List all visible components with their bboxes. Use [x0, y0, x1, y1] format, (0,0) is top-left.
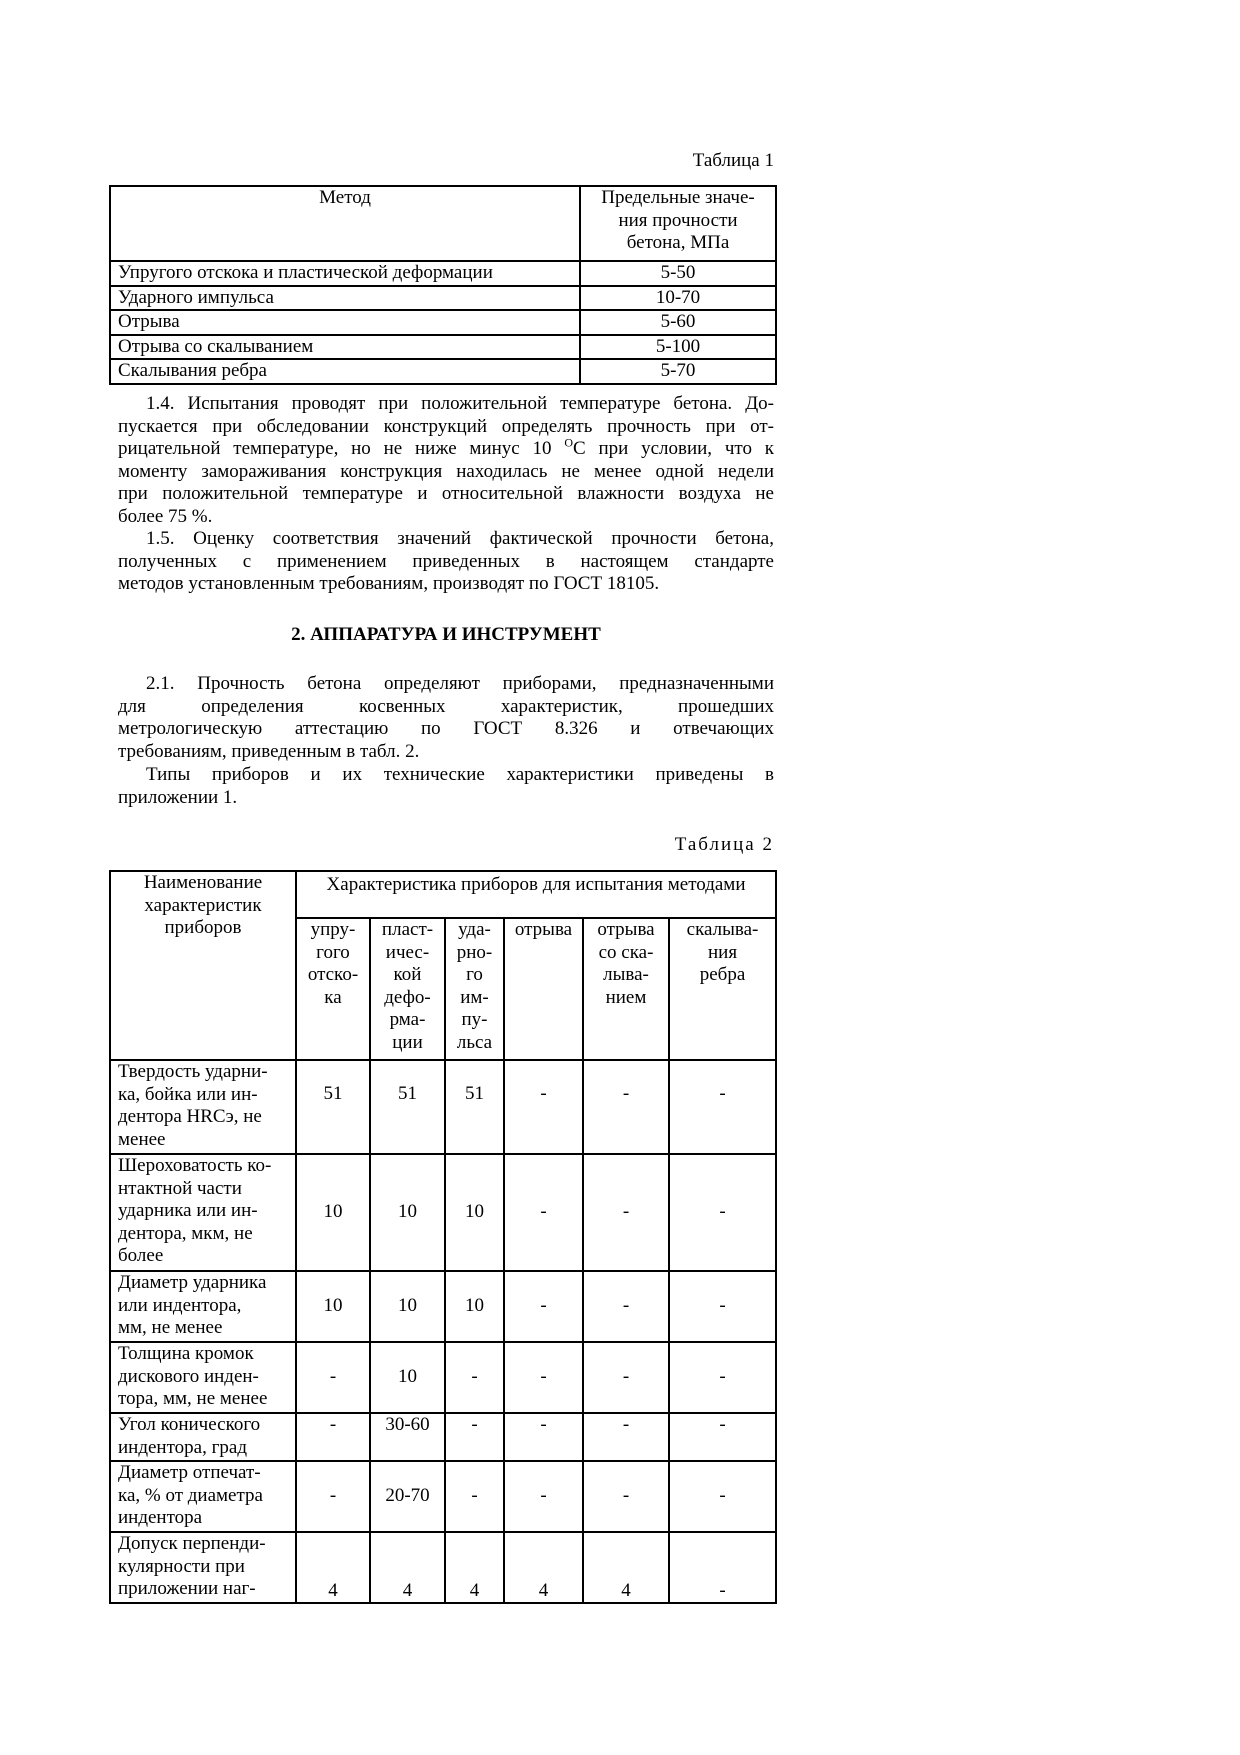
table1-value: 5-70 [580, 359, 776, 384]
table1-value: 5-50 [580, 261, 776, 286]
table1 [109, 185, 777, 385]
table1-header-limits: Предельные значе- ния прочности бетона, МПа [580, 186, 776, 261]
cell-value: 10 [296, 1154, 370, 1271]
cell-value: 51 [370, 1060, 445, 1154]
cell-value: - [583, 1154, 669, 1271]
row-name: Толщина кромок дискового инден- тора, мм, не менее [110, 1342, 296, 1413]
table1-value: 5-100 [580, 335, 776, 360]
table-row [110, 1060, 776, 1154]
cell-value: 10 [370, 1154, 445, 1271]
table-row [110, 1342, 776, 1413]
cell-value: 4 [296, 1532, 370, 1603]
table-row [110, 286, 776, 311]
table1-method: Отрыва со скалыванием [110, 335, 580, 360]
cell-value: 4 [504, 1532, 583, 1603]
column-header-plastic-deformation: пласт- ичес- кой дефо- рма- ции [370, 918, 445, 1060]
column-header-impulse: уда- рно- го им- пу- льса [445, 918, 504, 1060]
cell-value: 20-70 [370, 1461, 445, 1532]
paragraph-2-1: 2.1. Прочность бетона определяют приборами, предназначенными для определения косвенных характеристик, прошедших метрологическую аттестацию по ГОСТ 8.326 и отвечающих требованиям, приведенным в табл. 2. [118, 673, 774, 762]
cell-value: 10 [445, 1154, 504, 1271]
table1-method: Отрыва [110, 310, 580, 335]
cell-value: - [583, 1413, 669, 1461]
row-name: Допуск перпенди- кулярности при приложении наг- [110, 1532, 296, 1603]
cell-value: - [504, 1461, 583, 1532]
cell-value: - [669, 1060, 776, 1154]
table2 [109, 870, 777, 1604]
table-row [110, 1532, 776, 1603]
cell-value: 10 [370, 1271, 445, 1342]
cell-value: - [296, 1461, 370, 1532]
table-row [110, 310, 776, 335]
cell-value: - [583, 1060, 669, 1154]
cell-value: - [445, 1461, 504, 1532]
cell-value: - [504, 1271, 583, 1342]
column-header-pull-off: отрыва [504, 918, 583, 1060]
cell-value: - [504, 1154, 583, 1271]
table-row [110, 359, 776, 384]
cell-value: - [296, 1413, 370, 1461]
table2-header-row [110, 871, 776, 918]
cell-value: - [669, 1154, 776, 1271]
column-header-edge-shear: скалыва- ния ребра [669, 918, 776, 1060]
table-row [110, 1413, 776, 1461]
cell-value: - [583, 1271, 669, 1342]
cell-value: - [669, 1413, 776, 1461]
cell-value: 10 [370, 1342, 445, 1413]
table-row [110, 1271, 776, 1342]
cell-value: - [296, 1342, 370, 1413]
table2-header-group: Характеристика приборов для испытания методами [296, 871, 776, 918]
column-header-rebound: упру- гого отско- ка [296, 918, 370, 1060]
row-name: Диаметр ударника или индентора, мм, не менее [110, 1271, 296, 1342]
table1-value: 10-70 [580, 286, 776, 311]
cell-value: 4 [583, 1532, 669, 1603]
table1-header-method: Метод [110, 186, 580, 261]
table-row [110, 1154, 776, 1271]
row-name: Угол конического индентора, град [110, 1413, 296, 1461]
cell-value: 4 [370, 1532, 445, 1603]
cell-value: 30-60 [370, 1413, 445, 1461]
cell-value: - [504, 1060, 583, 1154]
table-row [110, 1461, 776, 1532]
degree-superscript: О [564, 435, 573, 450]
table1-method: Скалывания ребра [110, 359, 580, 384]
paragraph-device-types: Типы приборов и их технические характеристики приведены в приложении 1. [118, 764, 774, 808]
table2-header-name: Наименование характеристик приборов [110, 871, 296, 1060]
cell-value: - [504, 1413, 583, 1461]
section-2-heading: 2. АППАРАТУРА И ИНСТРУМЕНТ [291, 624, 601, 645]
cell-value: 4 [445, 1532, 504, 1603]
table1-header-row [110, 186, 776, 261]
table1-method: Упругого отскока и пластической деформации [110, 261, 580, 286]
cell-value: 10 [296, 1271, 370, 1342]
paragraph-1-4: 1.4. Испытания проводят при положительной температуре бетона. До- пускается при обследовании конструкций определять прочность при от- рицательной температуре, но не ниже минус 10 $^О$С при условии, что к моменту замораживания конструкция находилась не менее одной недели при положительной температуре и относительной влажности воздуха не более 75 %. [118, 393, 774, 527]
cell-value: 51 [445, 1060, 504, 1154]
cell-value: - [669, 1342, 776, 1413]
row-name: Твердость ударни- ка, бойка или ин- дентора HRCэ, не менее [110, 1060, 296, 1154]
row-name: Шероховатость ко- нтактной части ударника или ин- дентора, мкм, не более [110, 1154, 296, 1271]
cell-value: - [445, 1342, 504, 1413]
cell-value: - [445, 1413, 504, 1461]
cell-value: - [669, 1271, 776, 1342]
table1-method: Ударного импульса [110, 286, 580, 311]
cell-value: - [583, 1342, 669, 1413]
table-row [110, 335, 776, 360]
row-name: Диаметр отпечат- ка, % от диаметра индентора [110, 1461, 296, 1532]
cell-value: - [669, 1532, 776, 1603]
table1-caption: Таблица 1 [692, 150, 774, 171]
column-header-pull-off-shear: отрыва со ска- лыва- нием [583, 918, 669, 1060]
cell-value: 10 [445, 1271, 504, 1342]
cell-value: 51 [296, 1060, 370, 1154]
cell-value: - [583, 1461, 669, 1532]
cell-value: - [669, 1461, 776, 1532]
cell-value: - [504, 1342, 583, 1413]
table1-value: 5-60 [580, 310, 776, 335]
paragraph-1-5: 1.5. Оценку соответствия значений фактической прочности бетона, полученных с применением приведенных в настоящем стандарте методов установленным требованиям, производят по ГОСТ 18105. [118, 528, 774, 594]
table-row [110, 261, 776, 286]
table2-caption: Таблица 2 [674, 834, 774, 855]
